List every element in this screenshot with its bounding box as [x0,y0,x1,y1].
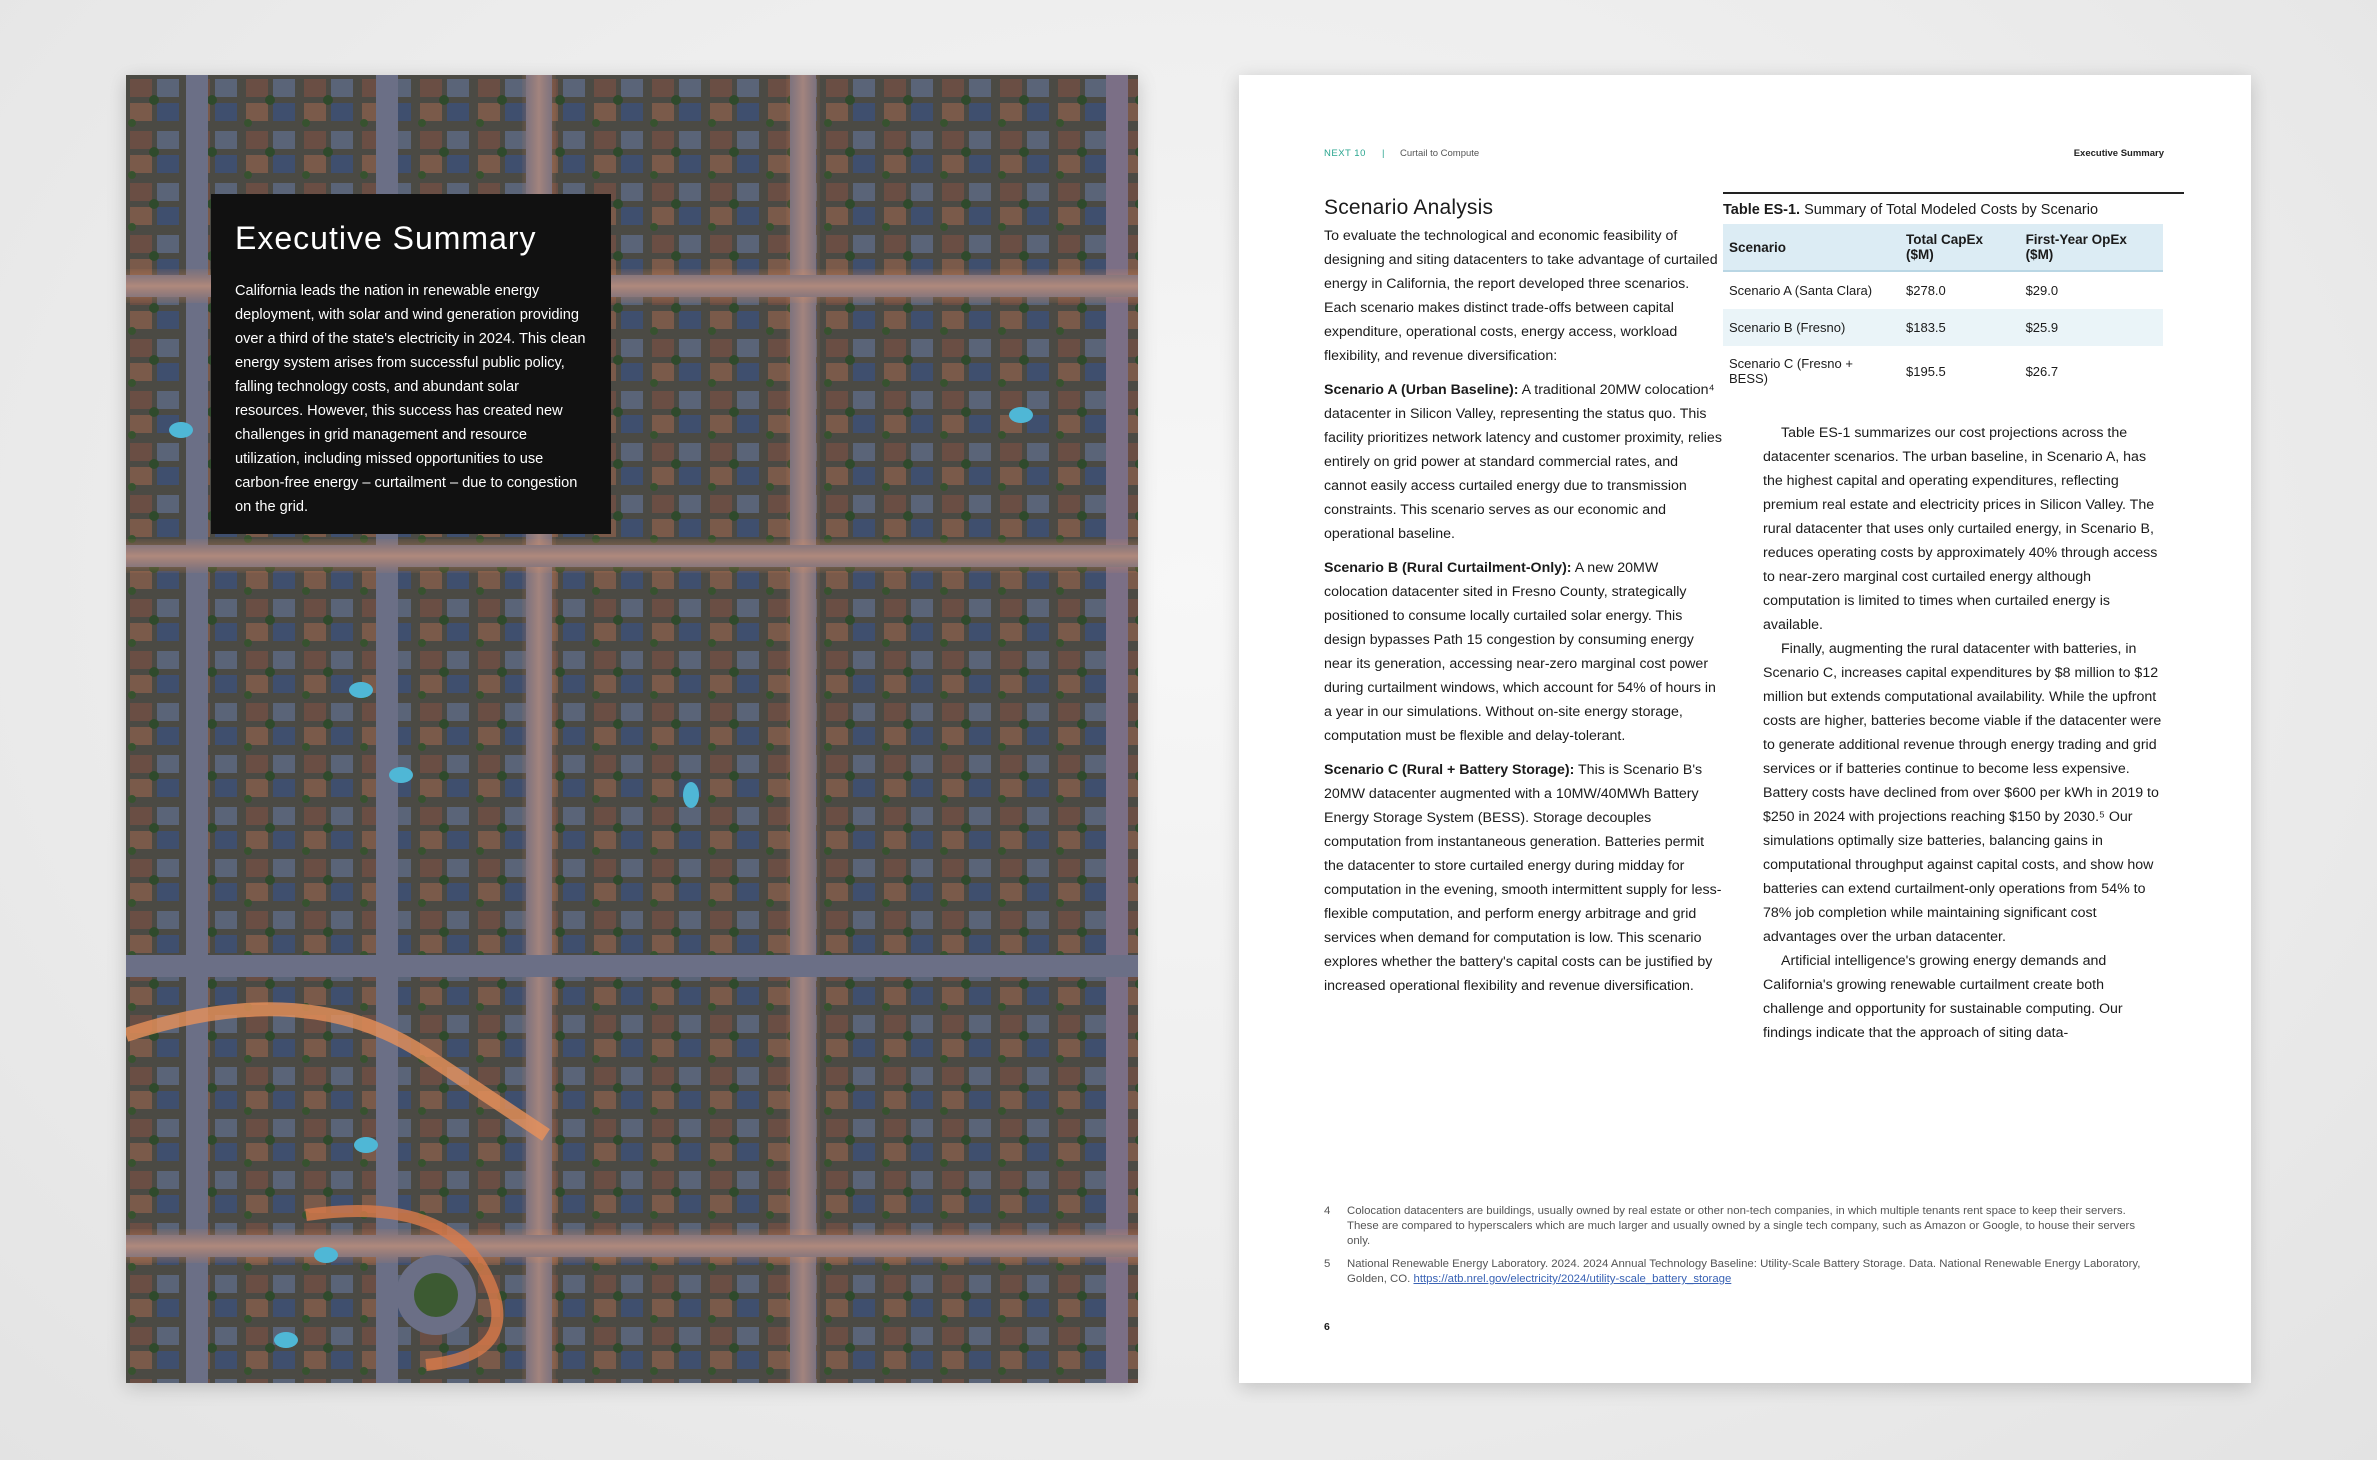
footnote [1324,1204,2154,1249]
intro-paragraph: To evaluate the technological and economic feasibility of designing and siting datacenters to take advantage of curtailed energy in California, the report developed three scenarios. Each scenario makes distinct trade-offs between capital expenditure, operational costs, energy access, workload flexibility, and revenue diversification: [1324,228,1718,364]
table-header-row [1723,224,2163,271]
table-cell: $26.7 [2025,363,2059,379]
section-name: Executive Summary [2073,148,2164,159]
table-caption [1723,202,2184,218]
scenario-b-label: Scenario B (Rural Curtailment-Only): [1324,560,1572,576]
table-cell: $183.5 [1900,309,2020,346]
footnotes [1324,1204,2154,1295]
brand-label: NEXT 10 [1324,148,1366,159]
header-separator: | [1382,148,1385,159]
scenario-c-label: Scenario C (Rural + Battery Storage): [1324,762,1575,778]
scenario-a-text: A traditional 20MW colocation⁴ datacenter in Silicon Valley, representing the status quo. This facility prioritizes network latency and customer proximity, relies entirely on grid power at standard commercial rates, and cannot easily access curtailed energy due to transmission constraints. This scenario serves as our economic and operational baseline. [1324,382,1722,542]
scenario-c-text: This is Scenario B's 20MW datacenter augmented with a 10MW/40MWh Battery Energy Storage System (BESS). Storage decouples computation from instantaneous generation. Batteries permit the datacenter to store curtailed energy during midday for computation in the evening, smooth intermittent supply for less-flexible computation, and perform energy arbitrage and grid services when demand for computation is low. This scenario explores whether the battery's capital costs can be justified by increased operational flexibility and revenue diversification. [1324,762,1722,994]
table-cell: $29.0 [2025,283,2059,298]
footnote [1324,1257,2154,1287]
left-column [1324,196,1724,1008]
table-top-rule [1723,192,2184,194]
footnote-link[interactable]: https://atb.nrel.gov/electricity/2024/utility-scale_battery_storage [1413,1273,1732,1285]
footnote-text: Colocation datacenters are buildings, usually owned by real estate or other non-tech companies, in which multiple tenants rent space to keep their servers. These are compared to hyperscalers which are much larger and usually owned by a single tech company, such as Amazon or Google, to house their servers only. [1347,1205,2136,1247]
table-row [1723,346,2163,396]
footnote-number: 5 [1324,1258,1331,1270]
table-caption-text: Summary of Total Modeled Costs by Scenario [1800,202,2099,218]
table-row [1723,309,2163,346]
table-cell: $195.5 [1906,363,1946,379]
cover-page [126,75,1138,1383]
scenario-b-paragraph [1324,556,1724,748]
ai-paragraph: Artificial intelligence's growing energy demands and California's growing renewable curtailment create both challenge and opportunity for sustainable computing. Our findings indicate that the approach of siting data- [1763,953,2123,1041]
scenario-a-label: Scenario A (Urban Baseline): [1324,382,1519,398]
right-column [1763,421,2163,1045]
scenario-b-text: A new 20MW colocation datacenter sited in Fresno County, strategically positioned to consume locally curtailed solar energy. This design bypasses Path 15 congestion by consuming energy near its generation, accessing near-zero marginal cost power during curtailment windows, which account for 54% of hours in a year in our simulations. Without on-site energy storage, computation must be flexible and delay-tolerant. [1324,560,1716,744]
header-scenario: Scenario [1723,224,1900,271]
section-heading: Scenario Analysis [1324,196,1494,219]
table-cell: Scenario B (Fresno) [1723,309,1900,346]
table-cell: $278.0 [1906,283,1946,298]
cost-table [1723,224,2163,396]
report-name: Curtail to Compute [1400,148,1480,159]
executive-summary-intro: California leads the nation in renewable energy deployment, with solar and wind generation providing over a third of the state's electricity in 2024. This clean energy system arises from successful public policy, falling technology costs, and abundant solar resources. However, this success has created new challenges in grid management and resource utilization, including missed opportunities to use carbon-free energy – curtailment – due to congestion on the grid. [235,283,586,515]
cost-table-block [1723,192,2184,396]
running-header [1324,148,2164,162]
executive-summary-title: Executive Summary [235,220,537,256]
table-cell: Scenario C (Fresno + BESS) [1729,356,1853,386]
table-cell: $25.9 [2020,309,2163,346]
batteries-paragraph: Finally, augmenting the rural datacenter with batteries, in Scenario C, increases capital expenditures by $8 million to $12 million but extends computational availability. While the upfront costs are higher, batteries become viable if the datacenter were to generate additional revenue through energy trading and grid services or if batteries continue to become less expensive. Battery costs have declined from over $600 per kWh in 2019 to $250 in 2024 with projections reaching $150 by 2030.⁵ Our simulations optimally size batteries, balancing gains in computational throughput against capital costs, and show how batteries can extend curtailment-only operations from 54% to 78% job completion while maintaining significant cost advantages over the urban datacenter. [1763,641,2162,945]
footnote-number: 4 [1324,1205,1331,1217]
scenario-a-paragraph [1324,378,1724,546]
table-cell: Scenario A (Santa Clara) [1729,283,1873,298]
header-opex: First-Year OpEx ($M) [2020,224,2163,271]
header-capex: Total CapEx ($M) [1900,224,2020,271]
page-number: 6 [1324,1321,1330,1333]
table-caption-label: Table ES-1. [1723,202,1801,218]
scenario-c-paragraph [1324,758,1724,998]
content-page [1239,75,2251,1383]
table-row [1723,271,2163,309]
footnote-text: National Renewable Energy Laboratory. 2024. 2024 Annual Technology Baseline: Utility-Scale Battery Storage. Data. National Renewable Energy Laboratory, Golden, CO. [1347,1258,2141,1285]
summary-paragraph: Table ES-1 summarizes our cost projections across the datacenter scenarios. The urban baseline, in Scenario A, has the highest capital and operating expenditures, reflecting premium real estate and electricity prices in Silicon Valley. The rural datacenter that uses only curtailed energy, in Scenario B, reduces operating costs by approximately 40% through access to near-zero marginal cost curtailed energy although computation is limited to times when curtailed energy is available. [1763,425,2158,633]
executive-summary-box [211,194,611,534]
